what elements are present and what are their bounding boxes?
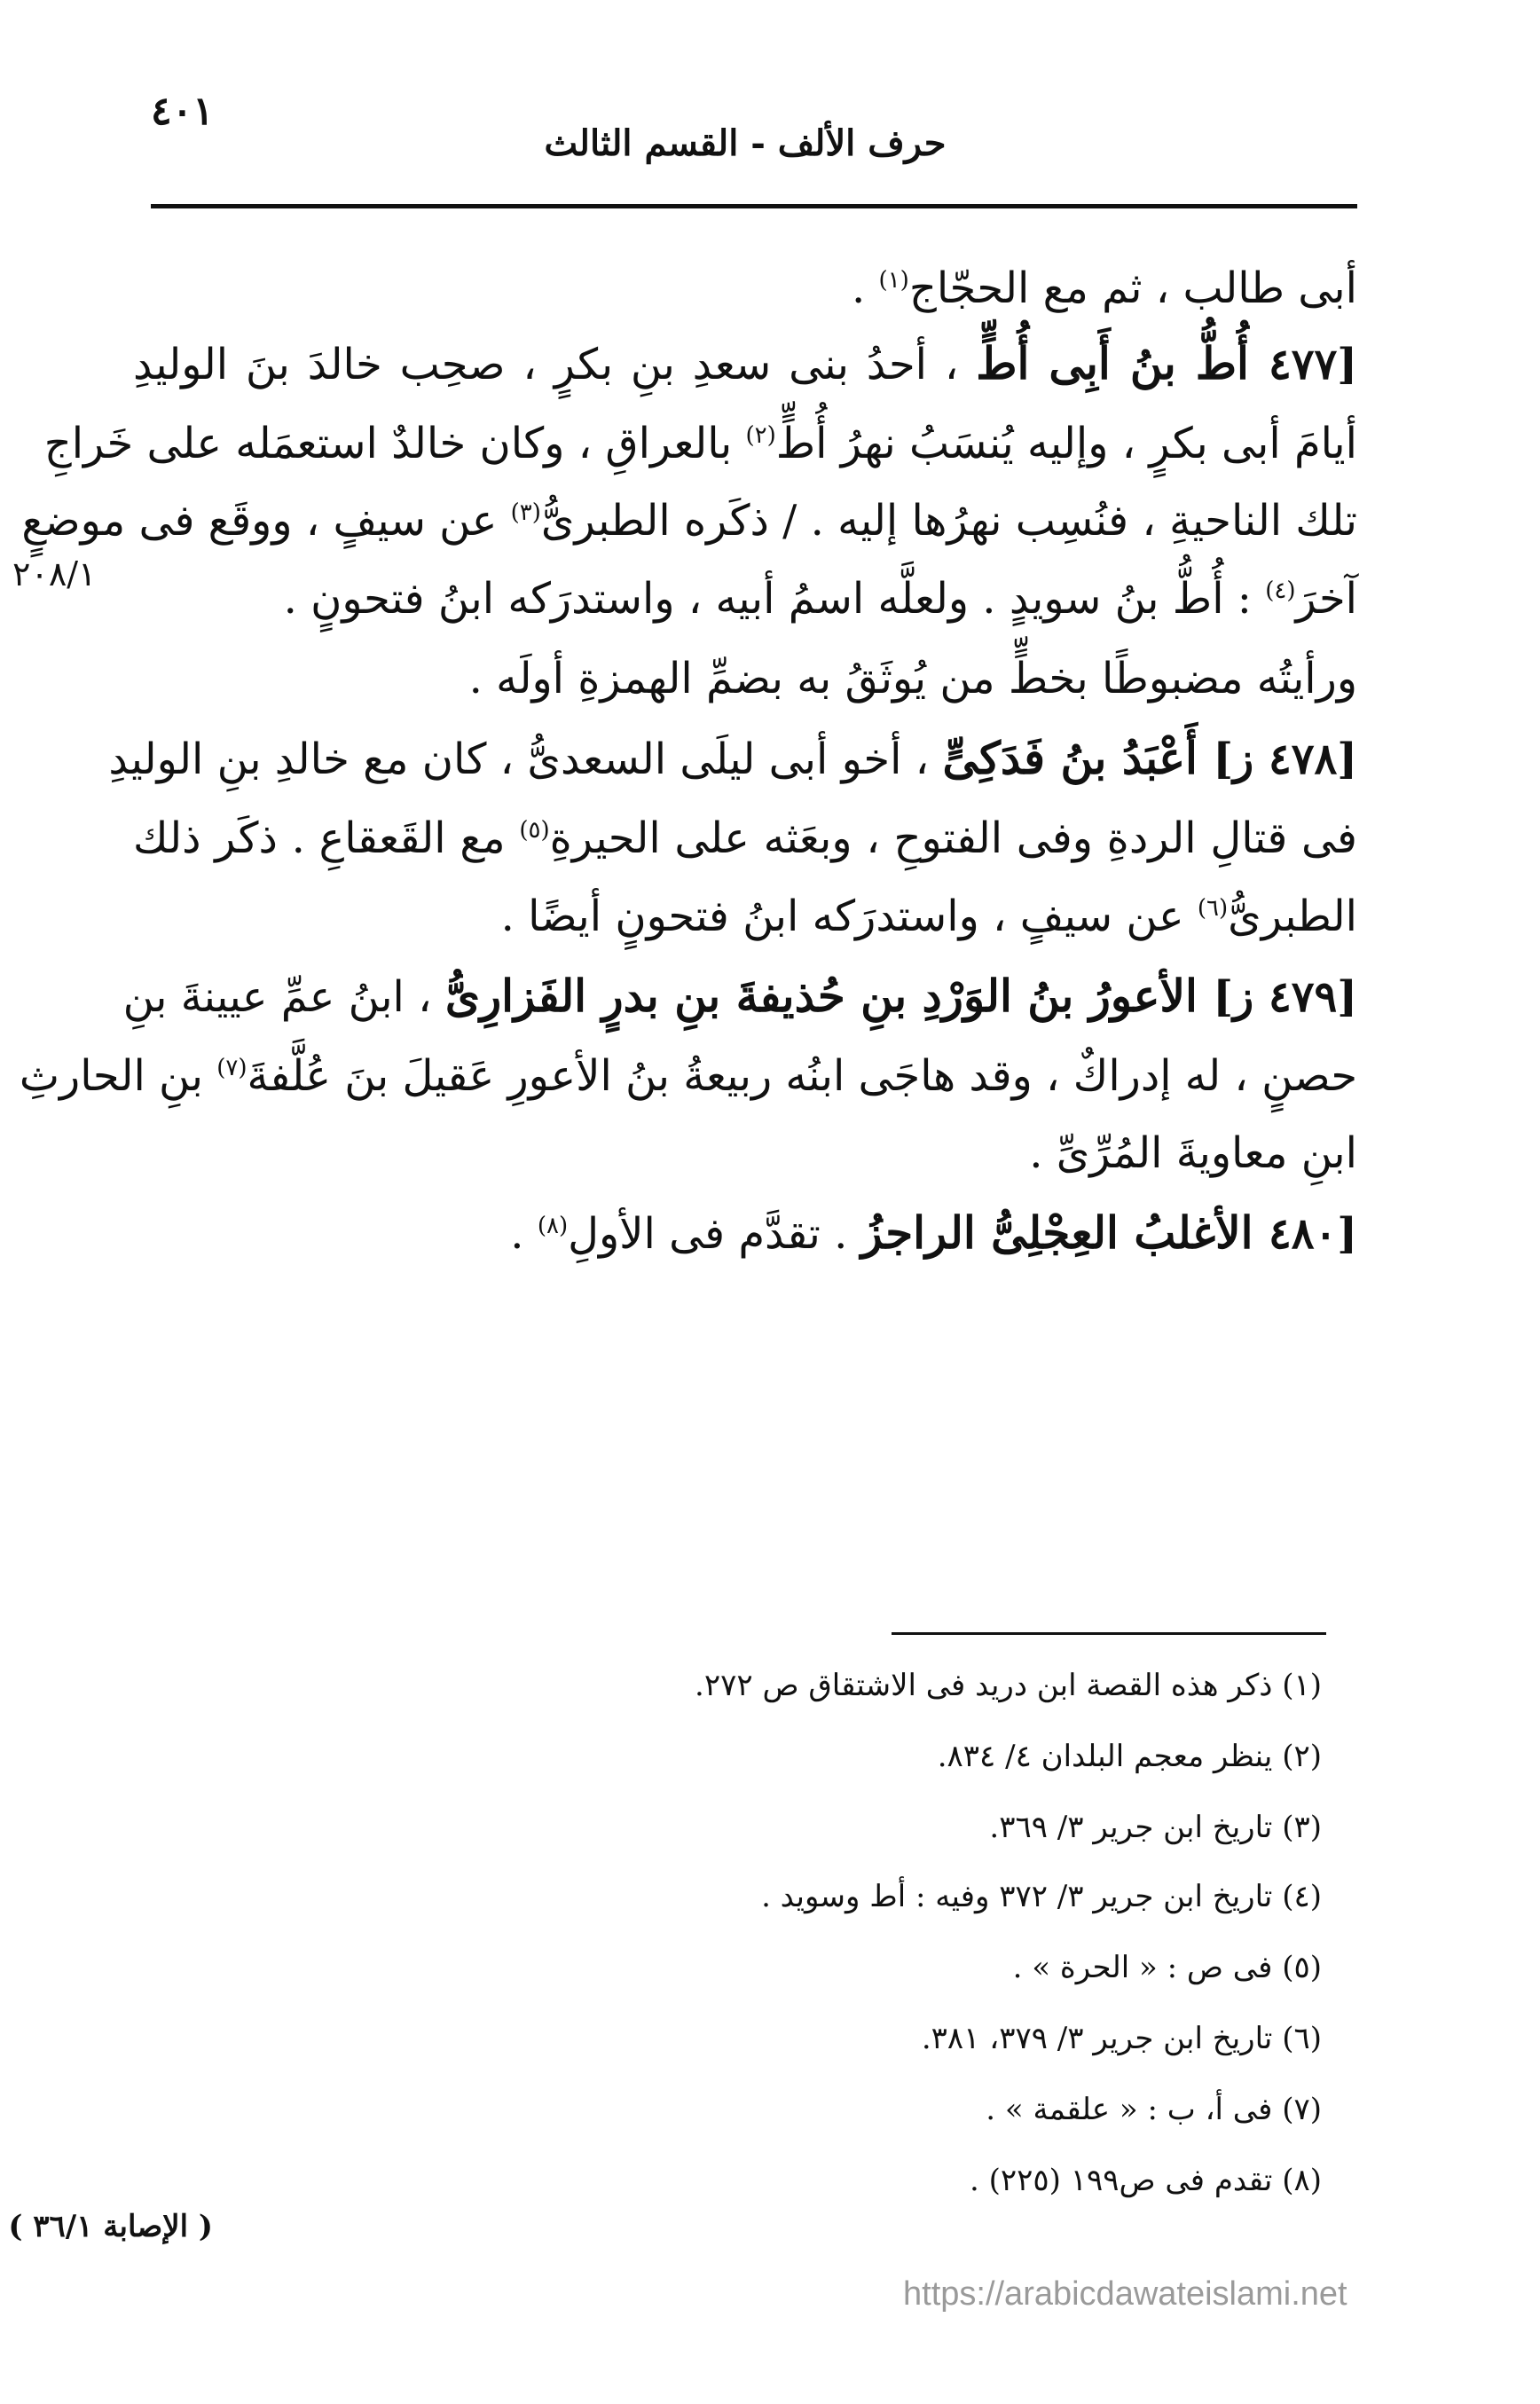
entry-480: [٤٨٠ الأغلبُ العِجْلِىُّ الراجزُ . تقدَّم فى الأولِ$^{(٨)}$ . <box>510 1206 1357 1259</box>
entry-479: [٤٧٩ ز] الأعورُ بنُ الوَرْدِ بنِ حُذيفةَ بنِ بدرٍ الفَزارِىُّ ، ابنُ عمِّ عيينةَ بنِ <box>122 970 1357 1022</box>
entry-number: [٤٧٧ <box>1268 340 1357 389</box>
watermark-url: https://arabicdawateislami.net <box>903 2275 1348 2313</box>
text-line: ورأيتُه مضبوطًا بخطٍّ من يُوثَقُ به بضمِّ الهمزةِ أولَه . <box>468 654 1357 703</box>
text-line: أبى طالب ، ثم مع الحجّاج$^{(١)}$ . <box>852 263 1357 313</box>
footnote: (٢) ينظر معجم البلدان ٤/ ٨٣٤. <box>937 1739 1322 1774</box>
footnote: (١) ذكر هذه القصة ابن دريد فى الاشتقاق ص ٢٧٢. <box>695 1668 1322 1703</box>
footnote-marker: (٨) <box>537 1213 569 1239</box>
entry-name: الأغلبُ العِجْلِىُّ الراجزُ <box>860 1206 1269 1259</box>
footnote: (٧) فى أ، ب : « علقمة » . <box>986 2092 1322 2127</box>
footnote-marker: (١) <box>878 267 909 294</box>
entry-478: [٤٧٨ ز] أَعْبَدُ بنُ فَدَكِىٍّ ، أخو أبى ليلَى السعدىُّ ، كان مع خالدِ بنِ الوليدِ <box>108 732 1357 784</box>
footnote-marker: (٧) <box>216 1055 248 1081</box>
entry-name: أُطُّ بنُ أَبِى أُطٍّ <box>976 337 1269 389</box>
text-line: تلك الناحيةِ ، فنُسِب نهرُها إليه . / ذكَره الطبرىُّ$^{(٣)}$ عن سيفٍ ، ووقَع فى موضعٍ <box>21 496 1357 546</box>
footnote: (٦) تاريخ ابن جرير ٣/ ٣٧٩، ٣٨١. <box>921 2021 1322 2056</box>
footnote: (٣) تاريخ ابن جرير ٣/ ٣٦٩. <box>989 1810 1322 1845</box>
running-header: حرف الألف - القسم الثالث <box>544 122 947 164</box>
footnote: (٥) فى ص : « الحرة » . <box>1012 1950 1322 1985</box>
text-line: أيامَ أبى بكرٍ ، وإليه يُنسَبُ نهرُ أُطٍّ$^{(٢)}$ بالعراقِ ، وكان خالدٌ استعمَله على خَراجِ <box>43 419 1357 468</box>
entry-number: [٤٧٨ ز] <box>1213 735 1357 784</box>
footnote-marker: (٣) <box>510 499 541 526</box>
footnote: (٤) تاريخ ابن جرير ٣/ ٣٧٢ وفيه : أط وسويد . <box>761 1879 1322 1914</box>
entry-477: [٤٧٧ أُطُّ بنُ أَبِى أُطٍّ ، أحدُ بنى سعدِ بنِ بكرٍ ، صحِب خالدَ بنَ الوليدِ <box>133 337 1357 389</box>
header-rule <box>151 204 1357 208</box>
text-line: آخرَ$^{(٤)}$ : أُطُّ بنُ سويدٍ . ولعلَّه اسمُ أبيه ، واستدرَكه ابنُ فتحونٍ . <box>283 574 1357 624</box>
text-line: فى قتالِ الردةِ وفى الفتوحِ ، وبعَثه على الحيرةِ$^{(٥)}$ مع القَعقاعِ . ذكَر ذلك <box>133 813 1357 863</box>
entry-number: [٤٨٠ <box>1268 1209 1357 1259</box>
entry-name: أَعْبَدُ بنُ فَدَكِىٍّ <box>942 732 1214 784</box>
footnote-rule <box>892 1632 1326 1635</box>
page-number: ٤٠١ <box>151 89 214 134</box>
text-line: حصنٍ ، له إدراكٌ ، وقد هاجَى ابنُه ربيعةُ بنُ الأعورِ عَقيلَ بنَ عُلَّفةَ$^{(٧)}$ بنِ الحارثِ <box>19 1051 1357 1101</box>
footnote-marker: (٥) <box>519 817 550 844</box>
footnote-marker: (٢) <box>745 422 776 449</box>
entry-number: [٤٧٩ ز] <box>1213 972 1357 1022</box>
volume-reference: ( الإصابة ٣٦/١ ) <box>8 2209 213 2244</box>
text-line: ابنِ معاويةَ المُرِّىِّ . <box>1029 1128 1357 1178</box>
footnote-marker: (٤) <box>1265 577 1296 604</box>
footnote-marker: (٦) <box>1197 895 1229 922</box>
margin-reference: ٢٠٨/١ <box>12 554 97 593</box>
footnote: (٨) تقدم فى ص١٩٩ (٢٢٥) . <box>969 2163 1322 2198</box>
entry-name: الأعورُ بنُ الوَرْدِ بنِ حُذيفةَ بنِ بدرٍ الفَزارِىُّ <box>444 970 1214 1022</box>
text-line: الطبرىُّ$^{(٦)}$ عن سيفٍ ، واستدرَكه ابنُ فتحونٍ أيضًا . <box>500 892 1357 941</box>
